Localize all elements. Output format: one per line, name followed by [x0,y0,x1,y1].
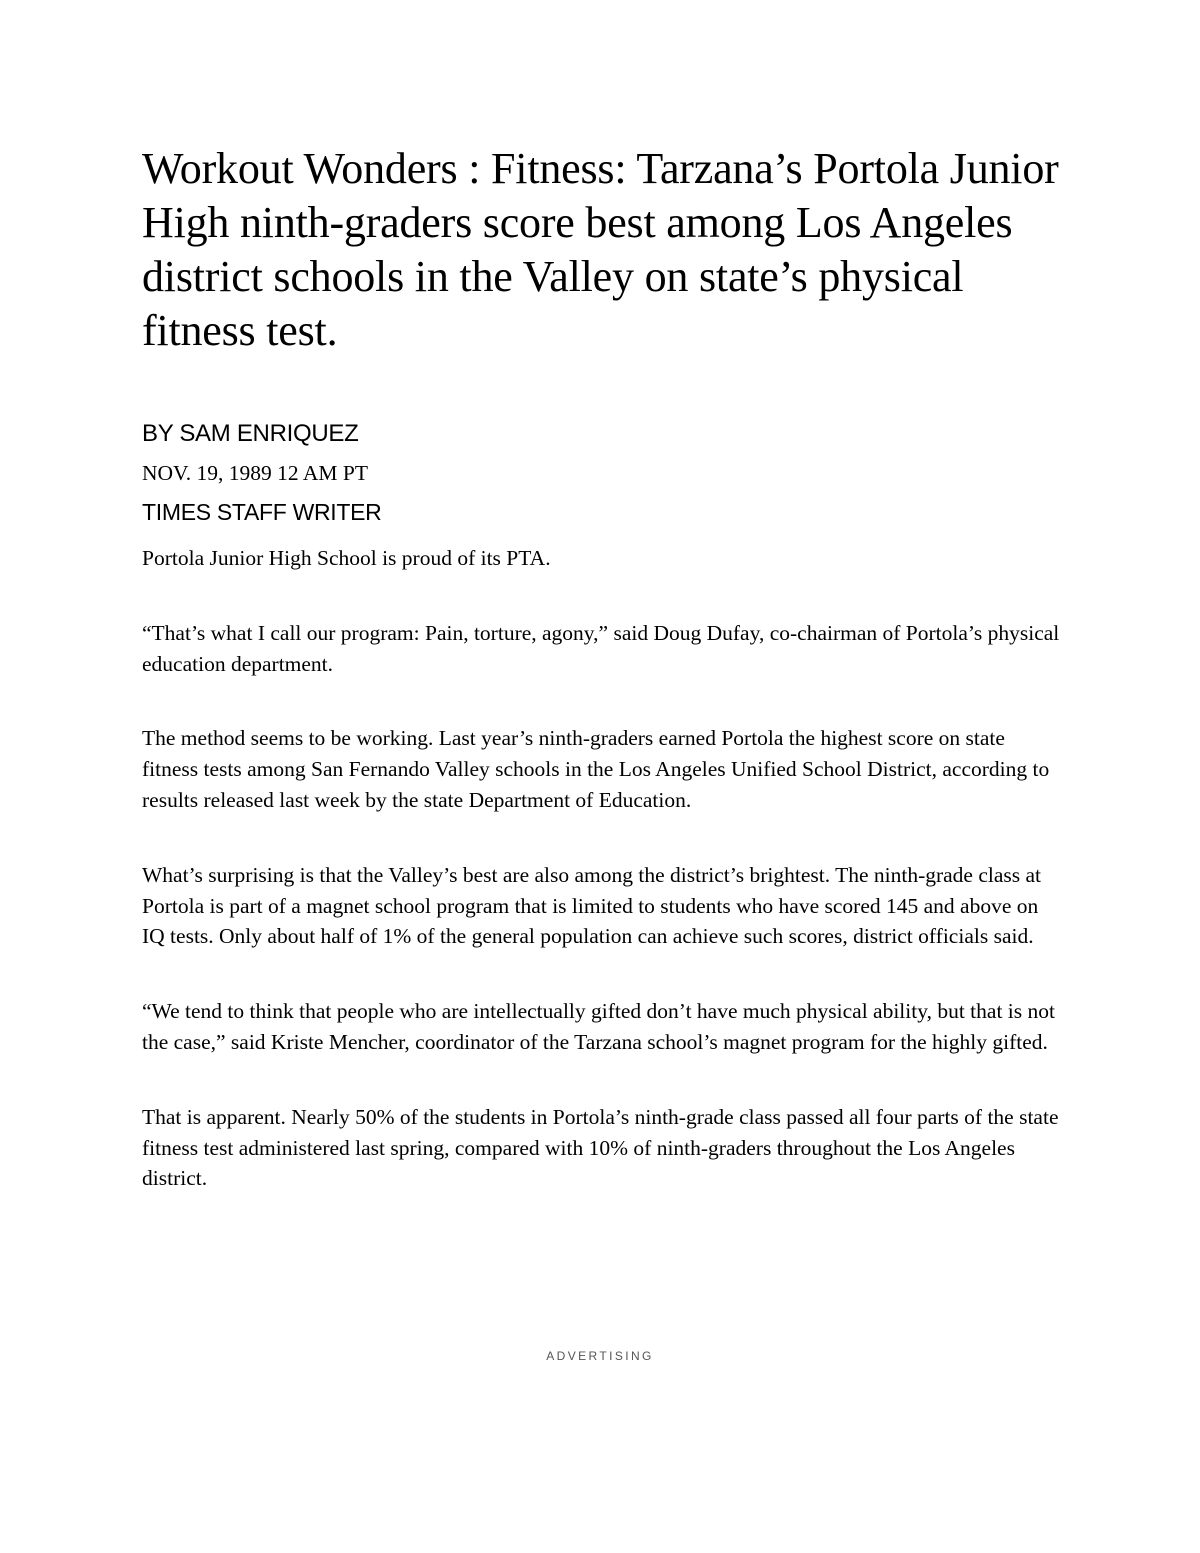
article-dateline: NOV. 19, 1989 12 AM PT [142,461,368,485]
article-paragraph: That is apparent. Nearly 50% of the students in Portola’s ninth-grade class passed all four parts of the state fitness test administered last spring, compared with 10% of ninth-graders throughout the Los Angeles district. [142,1104,1059,1191]
article [142,142,1062,1194]
article-byline: BY SAM ENRIQUEZ [142,420,359,447]
article-paragraph: “That’s what I call our program: Pain, torture, agony,” said Doug Dufay, co-chairman of Portola’s physical education department. [142,620,1060,676]
article-paragraph: “We tend to think that people who are intellectually gifted don’t have much physical ability, but that is not the case,” said Kriste Mencher, coordinator of the Tarzana school’s magnet program for the highly gifted. [142,999,1055,1054]
article-headline: Workout Wonders : Fitness: Tarzana’s Portola Junior High ninth-graders score best among Los Angeles district schools in the Valley on state’s physical fitness test. [142,144,1059,355]
article-staff-label: TIMES STAFF WRITER [142,499,382,525]
article-paragraph: What’s surprising is that the Valley’s best are also among the district’s brightest. The ninth-grade class at Portola is part of a magnet school program that is limited to students who have scored 145 and above on IQ tests. Only about half of 1% of the general population can achieve such scores, district officials said. [142,862,1042,949]
article-paragraph: Portola Junior High School is proud of its PTA. [142,546,551,570]
advertising-label: ADVERTISING [546,1349,654,1363]
article-paragraph: The method seems to be working. Last year’s ninth-graders earned Portola the highest score on state fitness tests among San Fernando Valley schools in the Los Angeles Unified School District, according to results released last week by the state Department of Education. [142,726,1050,812]
